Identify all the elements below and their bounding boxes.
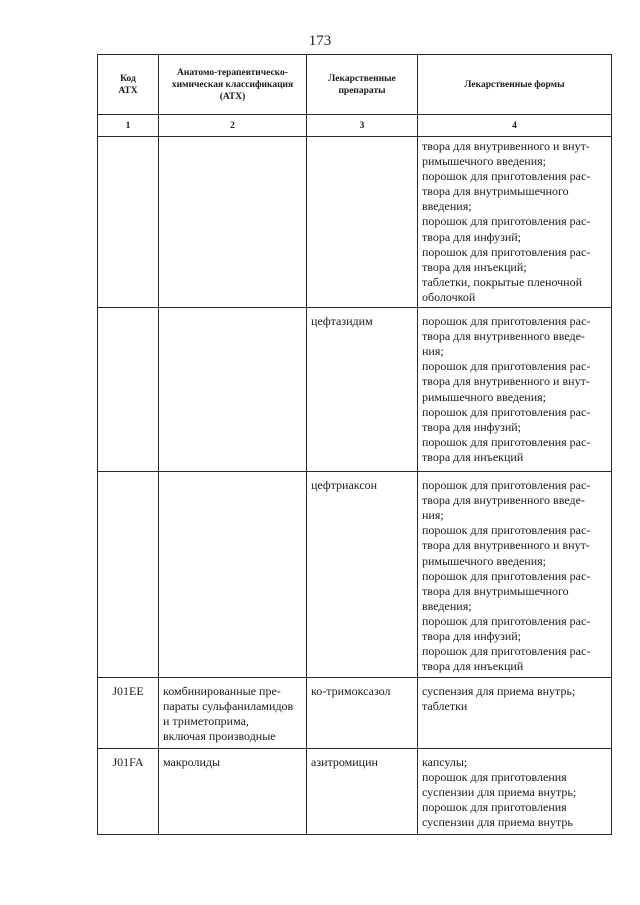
classification-cell	[159, 472, 307, 678]
header-drugs: Лекарственные препараты	[307, 55, 418, 115]
classification-cell: комбинированные пре- параты сульфаниламидов и триметоприма, включая производные	[159, 678, 307, 749]
table-row	[98, 137, 612, 308]
table-row	[98, 678, 612, 749]
classification-cell	[159, 137, 307, 308]
classification-cell: макролиды	[159, 749, 307, 835]
drug-cell: ко-тримоксазол	[307, 678, 418, 749]
table-row	[98, 308, 612, 472]
drug-cell: цефтриаксон	[307, 472, 418, 678]
column-number: 4	[418, 115, 612, 137]
forms-cell: суспензия для приема внутрь; таблетки	[418, 678, 612, 749]
column-number: 2	[159, 115, 307, 137]
drug-cell	[307, 137, 418, 308]
code-cell: J01FA	[98, 749, 159, 835]
page-number: 173	[308, 33, 332, 49]
drug-cell: азитромицин	[307, 749, 418, 835]
column-number: 3	[307, 115, 418, 137]
forms-cell: порошок для приготовления рас- твора для внутривенного введе- ния; порошок для приготовления рас- твора для внутривенного и внут- римышечного введения; порошок для приготовления рас- твора для внутримышечного введения; порошок для приготовления рас- твора для инфузий; порошок для приготовления рас- твора для инъекций	[418, 472, 612, 678]
header-code: Код АТХ	[98, 55, 159, 115]
table-row	[98, 749, 612, 835]
forms-cell: порошок для приготовления рас- твора для внутривенного введе- ния; порошок для приготовления рас- твора для внутривенного и внут- римышечного введения; порошок для приготовления рас- твора для инфузий; порошок для приготовления рас- твора для инъекций	[418, 308, 612, 472]
code-cell	[98, 137, 159, 308]
table-row	[98, 472, 612, 678]
code-cell	[98, 308, 159, 472]
code-cell: J01EE	[98, 678, 159, 749]
forms-cell: капсулы; порошок для приготовления суспензии для приема внутрь; порошок для приготовления суспензии для приема внутрь	[418, 749, 612, 835]
code-cell	[98, 472, 159, 678]
forms-cell: твора для внутривенного и внут- римышечного введения; порошок для приготовления рас- твора для внутримышечного введения; порошок для приготовления рас- твора для инфузий; порошок для приготовления рас- твора для инъекций; таблетки, покрытые пленочной оболочкой	[418, 137, 612, 308]
column-number-row	[98, 115, 612, 137]
drug-cell: цефтазидим	[307, 308, 418, 472]
table-header-row	[98, 55, 612, 115]
classification-cell	[159, 308, 307, 472]
column-number: 1	[98, 115, 159, 137]
atx-table	[97, 54, 612, 835]
header-forms: Лекарственные формы	[418, 55, 612, 115]
header-classification: Анатомо-терапевтическо- химическая классификация (АТХ)	[159, 55, 307, 115]
